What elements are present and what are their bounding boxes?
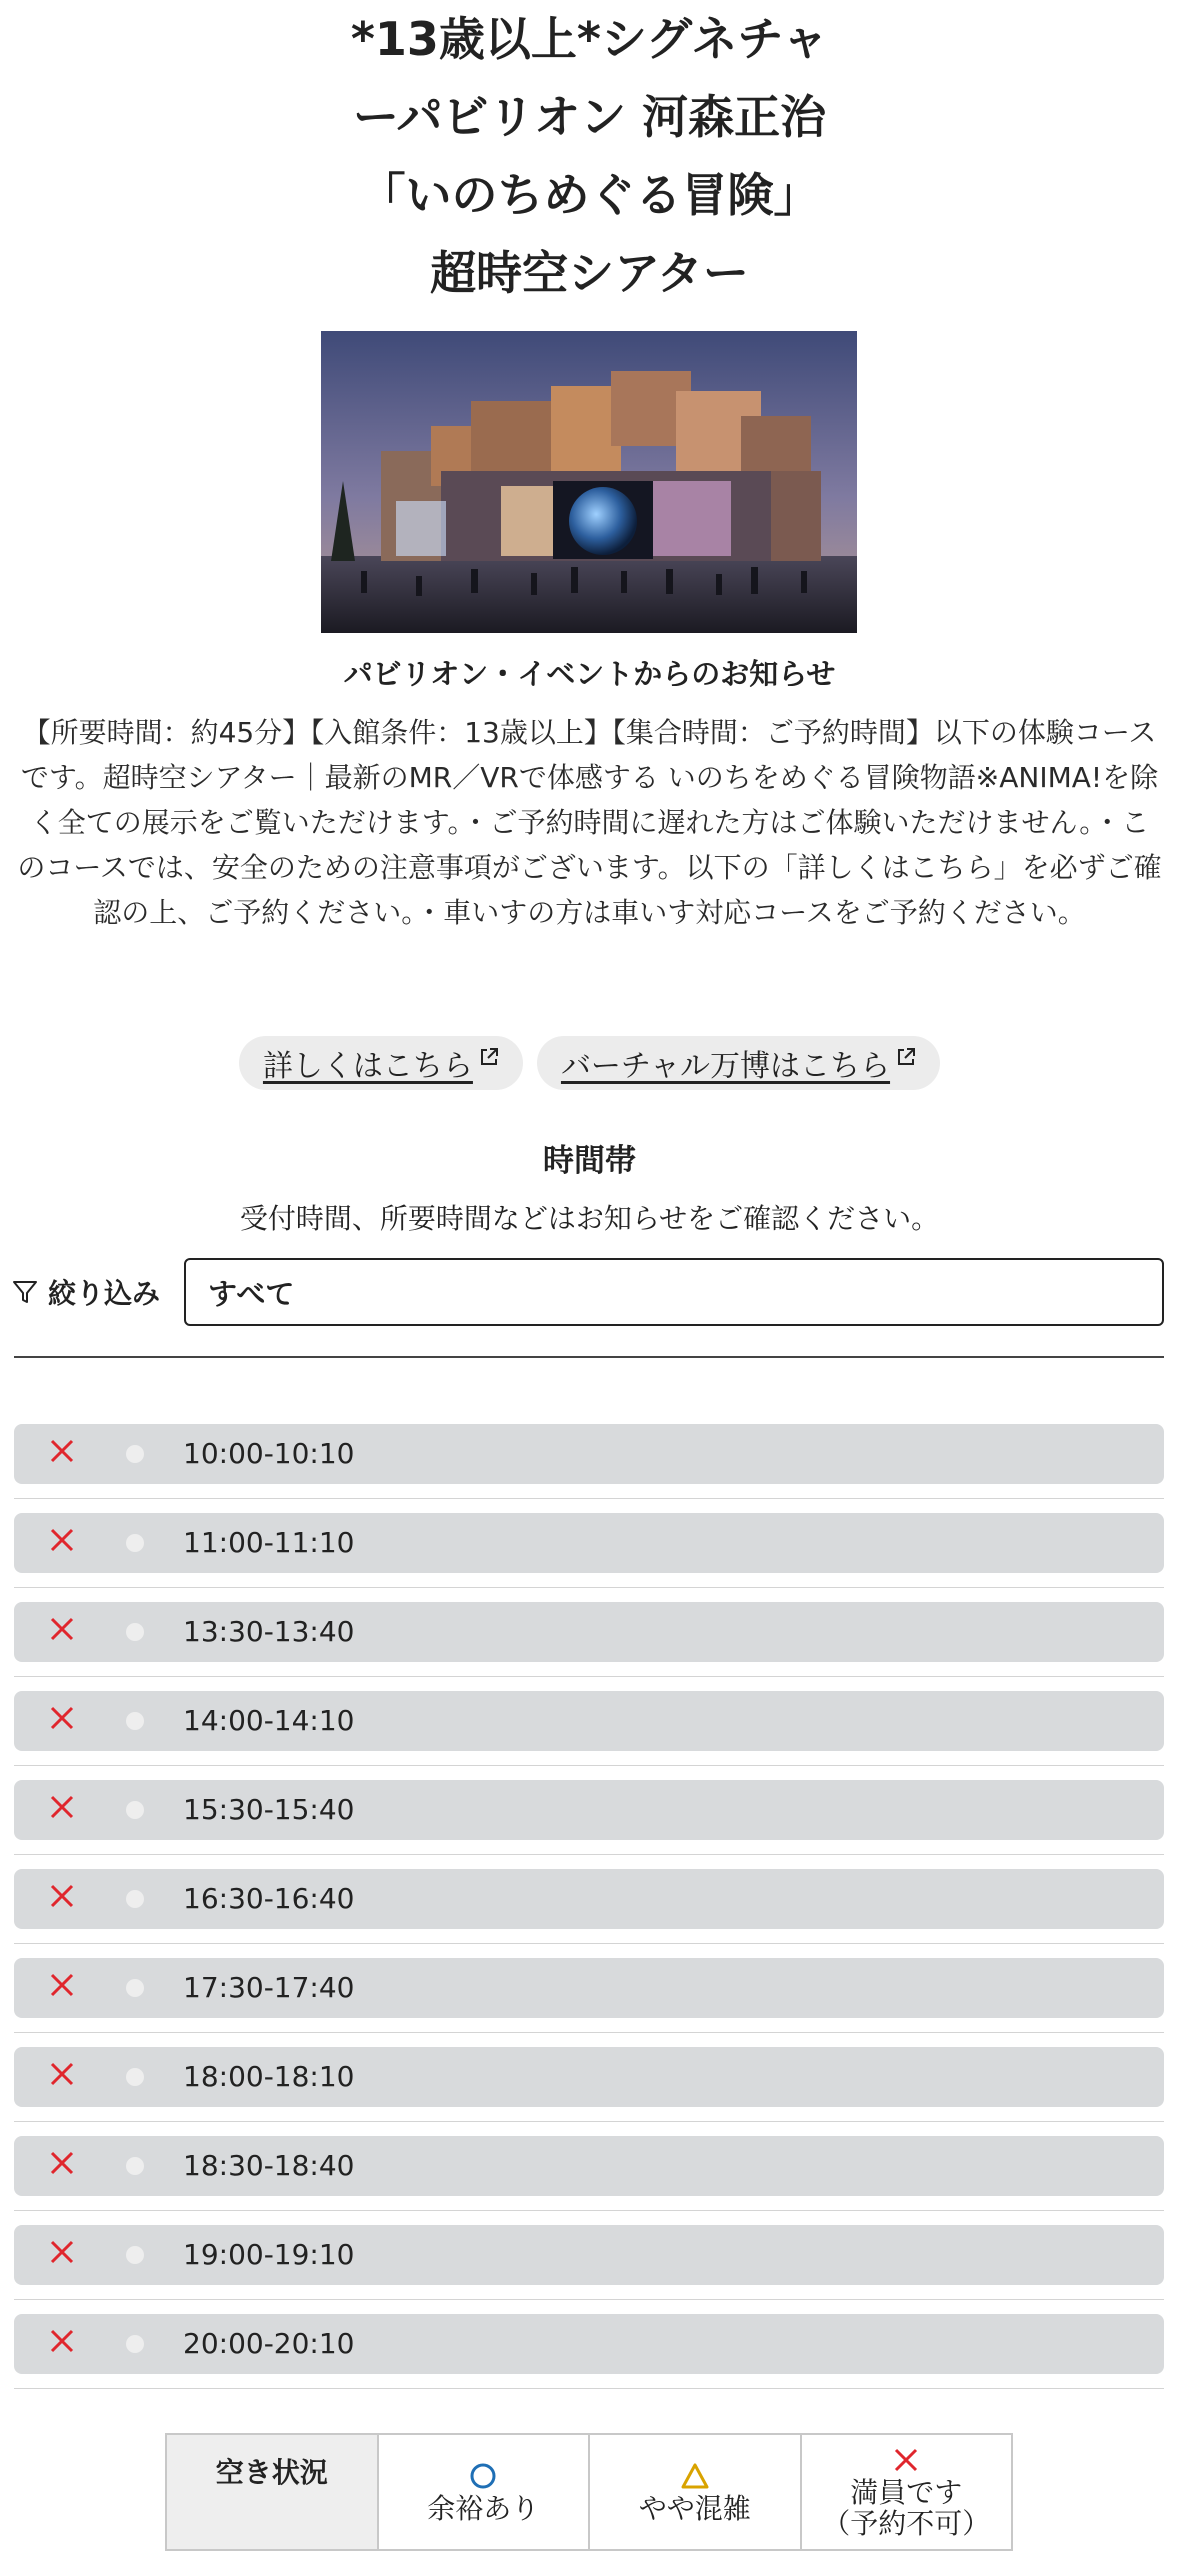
details-link[interactable]	[239, 1036, 523, 1090]
pavilion-title	[0, 0, 1179, 312]
filter-row	[12, 1257, 1164, 1327]
cross-icon	[48, 2149, 76, 2181]
timeslot-row[interactable]	[14, 1691, 1164, 1751]
filter-select[interactable]: すべて	[184, 1258, 1164, 1326]
slot-time: 20:00-20:10	[183, 2327, 355, 2360]
slot-time: 15:30-15:40	[183, 1793, 355, 1826]
notice-body: 【所要時間：約45分】【入館条件：13歳以上】【集合時間：ご予約時間】以下の体験コースです。超時空シアター｜最新のMR／VRで体感する いのちをめぐる冒険物語※ANIMA!を除く全ての展示をご覧いただけます。・ご予約時間に遅れた方はご体験いただけません。・このコースでは、安全のための注意事項がございます。以下の「詳しくはこちら」を必ずご確認の上、ご予約ください。・車いすの方は車いす対応コースをご予約ください。	[17, 716, 1162, 929]
timeslot-row[interactable]	[14, 1513, 1164, 1573]
slot-radio[interactable]	[126, 1890, 144, 1908]
legend-heading-text: 空き状況	[215, 2456, 328, 2489]
virtual-expo-link-label: バーチャル万博はこちら	[560, 1049, 891, 1084]
timeslot-row[interactable]	[14, 2047, 1164, 2107]
title-line: *13歳以上*シグネチャ	[350, 12, 829, 66]
slot-radio[interactable]	[126, 2246, 144, 2264]
timeslot-list	[14, 1424, 1164, 2403]
slot-time: 17:30-17:40	[183, 1971, 355, 2004]
legend-available	[377, 2435, 589, 2549]
cross-icon	[48, 1971, 76, 2003]
slot-radio[interactable]	[126, 2068, 144, 2086]
cross-icon	[48, 2327, 76, 2359]
slot-time: 18:30-18:40	[183, 2149, 355, 2182]
cross-icon	[48, 1793, 76, 1825]
timeslot-row[interactable]	[14, 1958, 1164, 2018]
timeslot-heading: 時間帯	[543, 1143, 636, 1179]
legend-crowded-label: やや混雑	[638, 2491, 751, 2525]
title-line: ーパビリオン 河森正治	[352, 90, 827, 144]
circle-icon	[469, 2462, 497, 2490]
timeslot-subtitle: 受付時間、所要時間などはお知らせをご確認ください。	[239, 1202, 940, 1235]
timeslot-row[interactable]	[14, 1780, 1164, 1840]
slot-time: 14:00-14:10	[183, 1704, 355, 1737]
cross-icon	[48, 1615, 76, 1647]
legend-full	[800, 2435, 1012, 2549]
timeslot-row[interactable]	[14, 1869, 1164, 1929]
cross-icon	[893, 2447, 919, 2473]
slot-radio[interactable]	[126, 1534, 144, 1552]
slot-radio[interactable]	[126, 1712, 144, 1730]
legend-full-label: 満員です	[850, 2476, 963, 2509]
slot-radio[interactable]	[126, 1979, 144, 1997]
cross-icon	[48, 1437, 76, 1469]
legend-available-label: 余裕あり	[427, 2491, 540, 2525]
triangle-icon	[680, 2462, 710, 2490]
divider	[14, 1356, 1164, 1358]
slot-time: 19:00-19:10	[183, 2238, 355, 2271]
timeslot-row[interactable]	[14, 2136, 1164, 2196]
filter-label-text: 絞り込み	[48, 1277, 161, 1310]
slot-radio[interactable]	[126, 1801, 144, 1819]
cross-icon	[48, 2060, 76, 2092]
virtual-expo-link[interactable]	[537, 1036, 940, 1090]
legend-crowded	[588, 2435, 800, 2549]
external-link-icon	[896, 1047, 916, 1067]
slot-time: 11:00-11:10	[183, 1526, 355, 1559]
title-line: 超時空シアター	[430, 246, 749, 300]
cross-icon	[48, 2238, 76, 2270]
availability-legend	[165, 2433, 1013, 2551]
cross-icon	[48, 1526, 76, 1558]
filter-funnel-icon	[12, 1279, 38, 1305]
external-link-icon	[479, 1047, 499, 1067]
details-link-label: 詳しくはこちら	[262, 1049, 473, 1084]
notice-heading: パビリオン・イベントからのお知らせ	[343, 657, 836, 691]
slot-time: 16:30-16:40	[183, 1882, 355, 1915]
cross-icon	[48, 1882, 76, 1914]
slot-radio[interactable]	[126, 1623, 144, 1641]
cross-icon	[48, 1704, 76, 1736]
slot-time: 18:00-18:10	[183, 2060, 355, 2093]
legend-heading	[167, 2435, 377, 2549]
timeslot-row[interactable]	[14, 2314, 1164, 2374]
timeslot-row[interactable]	[14, 1602, 1164, 1662]
legend-full-note: （予約不可）	[822, 2507, 991, 2540]
slot-time: 13:30-13:40	[183, 1615, 355, 1648]
title-line: 「いのちめぐる冒険」	[359, 168, 820, 222]
slot-time: 10:00-10:10	[183, 1437, 355, 1470]
pavilion-photo	[321, 331, 857, 633]
slot-radio[interactable]	[126, 2335, 144, 2353]
timeslot-row[interactable]	[14, 2225, 1164, 2285]
slot-radio[interactable]	[126, 2157, 144, 2175]
link-row	[0, 1036, 1179, 1090]
filter-label	[12, 1272, 184, 1312]
timeslot-row[interactable]	[14, 1424, 1164, 1484]
slot-radio[interactable]	[126, 1445, 144, 1463]
